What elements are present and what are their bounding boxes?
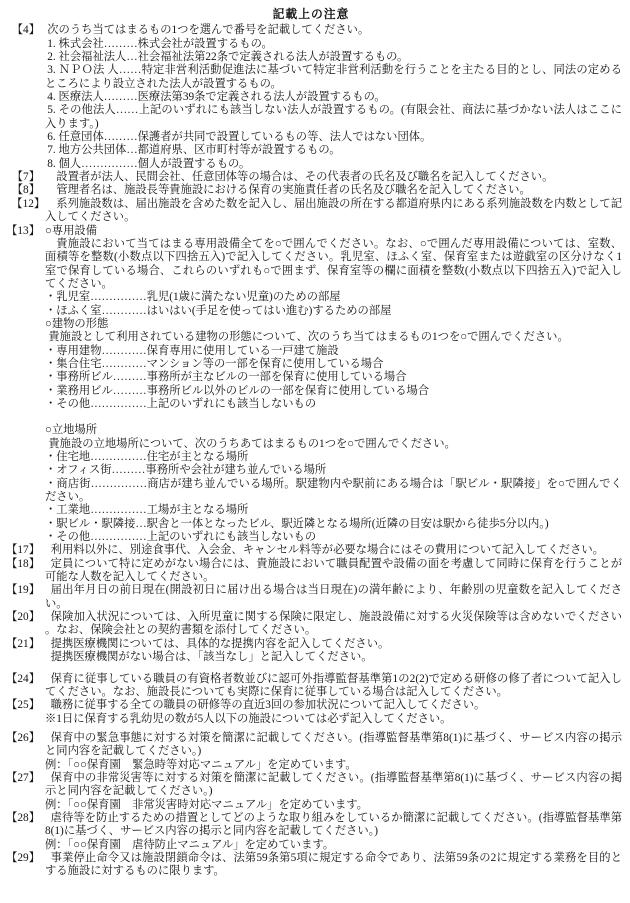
paragraph	[6, 699, 622, 712]
paragraph	[45, 799, 622, 812]
paragraph	[45, 464, 622, 477]
paragraph	[45, 64, 622, 91]
paragraph	[45, 518, 622, 531]
paragraph	[45, 398, 622, 411]
paragraph-text: 利用料以外に、別途食事代、入会金、キャンセル料等が必要な場合にはその費用について記入してください。	[50, 544, 604, 557]
paragraph-text: 3. ＮＰＯ法 人……特定非営利活動促進法に基づいて特定非営利活動を行うことを主たる目的とし、同法の定めるところにより設立された法人が設置するもの。	[45, 64, 622, 90]
item-number: 【13】	[6, 224, 40, 237]
paragraph-text: 例：「○○保育園 緊急時等対応マニュアル」を定めています。	[45, 758, 357, 771]
paragraph-text: 1. 株式会社………株式会社が設置するもの。	[47, 37, 273, 50]
paragraph	[45, 91, 622, 104]
paragraph	[45, 305, 622, 318]
paragraph	[45, 451, 622, 464]
paragraph	[6, 771, 622, 799]
paragraph-text: 貴施設として利用されている建物の形態について、次のうち当てはまるもの1つを○で囲んでください。	[48, 331, 569, 344]
paragraph-text: ・業務用ビル………事務所ビル以外のビルの一部を保育に使用している場合	[45, 384, 430, 397]
paragraph	[45, 839, 622, 852]
item-number: 【8】	[11, 184, 40, 197]
paragraph	[6, 731, 622, 759]
paragraph-text: 系列施設数は、届出施設を含めた数を記入し、届出施設の所在する都道府県内にある系列施設数を内数として記入してください。	[45, 197, 622, 224]
paragraph	[6, 811, 622, 839]
paragraph-text: 4. 医療法人………医療法第39条で定義される法人が設置するもの。	[47, 91, 386, 104]
paragraph	[45, 438, 622, 451]
paragraph	[45, 504, 622, 517]
paragraph-text: 設置者が法人、民間会社、任意団体等の場合は、その代表者の氏名及び職名を記入してください。	[56, 171, 554, 184]
paragraph	[45, 424, 622, 437]
item-number: 【18】	[6, 557, 40, 570]
paragraph	[11, 24, 622, 37]
paragraph	[45, 104, 622, 131]
paragraph-text: ○専用設備	[45, 224, 98, 237]
paragraph-text: ・その他……………上記のいずれにも該当しないもの	[45, 531, 317, 544]
paragraph	[6, 851, 622, 879]
paragraph-text: 管理者名は、施設長等貴施設における保育の実施責任者の氏名及び職名を記入してください。	[56, 184, 531, 197]
document-body	[6, 24, 622, 878]
paragraph	[6, 611, 622, 638]
paragraph-text: 8. 個人……………個人が設置するもの。	[47, 157, 251, 170]
paragraph	[6, 637, 622, 651]
paragraph	[6, 672, 622, 700]
paragraph	[6, 544, 622, 557]
item-number: 【27】	[6, 771, 40, 784]
paragraph-text: 次のうち当てはまるもの1つを選んで番号を記載してください。	[47, 24, 370, 37]
paragraph	[45, 238, 622, 291]
paragraph	[6, 224, 622, 238]
paragraph-text: 保険加入状況については、入所児童に関する保険に限定し、施設設備に対する火災保険等は含めないでください。なお、保険会社との契約書類を添付してください。	[45, 611, 622, 637]
paragraph-text: ・乳児室……………乳児(1歳に満たない児童)のための部屋	[45, 291, 341, 304]
paragraph	[45, 131, 622, 144]
paragraph-text: ・商店街……………商店が建ち並んでいる場所。駅建物内や駅前にある場合は「駅ビル・駅隣接」を○で囲んでください。	[45, 477, 622, 504]
paragraph	[45, 531, 622, 544]
paragraph-text: ・その他……………上記のいずれにも該当しないもの	[45, 397, 317, 410]
item-number: 【17】	[6, 544, 40, 557]
paragraph-text: 事業停止命令又は施設閉鎖命令は、法第59条第5項に規定する命令であり、法第59条の2に規定する業務を目的とする施設に対するものに限ります。	[45, 851, 622, 878]
paragraph	[45, 345, 622, 358]
paragraph-text: ・集合住宅…………マンション等の一部を保育に使用している場合	[45, 357, 384, 370]
paragraph	[45, 713, 622, 726]
item-number: 【20】	[6, 611, 40, 624]
item-number: 【7】	[11, 171, 40, 184]
paragraph-text: ○立地場所	[45, 424, 98, 437]
paragraph	[11, 197, 622, 225]
paragraph	[6, 584, 622, 611]
paragraph	[45, 358, 622, 371]
paragraph	[45, 759, 622, 772]
paragraph-text: 貴施設の立地場所について、次のうちあてはまるもの1つを○で囲んでください。	[48, 437, 456, 450]
paragraph	[45, 371, 622, 384]
paragraph-text: ・住宅地……………住宅が主となる場所	[45, 451, 249, 463]
paragraph-text: 提携医療機関については、具体的な提携内容を記入してください。	[50, 637, 390, 650]
paragraph-text: ・専用建物…………保育専用に使用している一戸建て施設	[45, 344, 339, 357]
paragraph-text: 提携医療機関がない場合は、「該当なし」と記入してください。	[50, 651, 373, 664]
paragraph-text: ○建物の形態	[45, 317, 109, 330]
item-number: 【24】	[6, 672, 40, 685]
paragraph-text: ・駅ビル・駅隣接…駅舎と一体となったビル、駅近隣となる場所(近隣の目安は駅から徒歩5分以内。)	[45, 517, 549, 530]
paragraph	[45, 291, 622, 304]
paragraph	[45, 318, 622, 331]
item-number: 【26】	[6, 731, 40, 744]
paragraph-text: 例：「○○保育園 虐待防止マニュアル」を定めています。	[45, 838, 335, 851]
paragraph-text: 保育に従事している職員の有資格者数並びに認可外指導監督基準第1の2(2)で定める研修の修了者について記入してください。なお、施設長についても実際に保育に従事している場合は記入してください。	[45, 672, 622, 698]
paragraph	[45, 51, 622, 64]
paragraph-text: 職務に従事する全ての職員の研修等の直近3回の参加状況について記入してください。	[50, 699, 486, 712]
item-number: 【25】	[6, 699, 40, 712]
paragraph	[11, 171, 622, 184]
paragraph	[45, 158, 622, 171]
item-number: 【19】	[6, 584, 40, 597]
paragraph	[45, 478, 622, 505]
paragraph-text: 貴施設において当てはまる専用設備全てを○で囲んでください。なお、○で囲んだ専用設備については、室数、面積等を整数(小数点以下四捨五入)で記入してください。乳児室、ほふく室、保育室または遊戯室の区分けなく1室で保育している場合、これらのいずれも○で囲まず、保育室等の欄に面積を整数(小数点以下四捨五入)で記入してください。	[45, 237, 622, 290]
paragraph-text: 7. 地方公共団体…都道府県、区市町村等が設置するもの。	[47, 144, 341, 157]
document-title: 記載上の注意	[272, 7, 350, 21]
paragraph-text: ・工業地……………工場が主となる場所	[45, 504, 249, 517]
paragraph-text: 定員について特に定めがない場合には、貴施設において職員配置や設備の面を考慮して同時に保育を行うことが可能な人数を記入してください。	[45, 557, 622, 584]
item-number: 【29】	[6, 851, 40, 864]
paragraph	[45, 38, 622, 51]
paragraph-text: 5. その他法人……上記のいずれにも該当しない法人が設置するもの。(有限会社、商法に基づかない法人はここに入ります。)	[45, 104, 622, 130]
item-number: 【4】	[11, 24, 40, 37]
paragraph	[11, 184, 622, 197]
paragraph-text: 例：「○○保育園 非常災害時対応マニュアル」を定めています。	[45, 798, 368, 811]
paragraph	[45, 385, 622, 398]
paragraph-text: 虐待等を防止するための措置としてどのような取り組みをしているか簡潔に記載してください。(指導監督基準第8(1)に基づく、サービス内容の掲示と同内容を記載してください。)	[45, 811, 622, 838]
paragraph-text: ・事務所ビル………事務所が主なビルの一部を保育に使用している場合	[45, 371, 407, 384]
paragraph-text: 2. 社会福祉法人…社会福祉法第22条で定義される法人が設置するもの。	[47, 51, 409, 64]
paragraph-text: ※1日に保育する乳幼児の数が5人以下の施設については必ず記入してください。	[45, 712, 452, 725]
paragraph	[45, 651, 622, 664]
paragraph	[45, 331, 622, 344]
paragraph	[45, 144, 622, 157]
item-number: 【12】	[11, 197, 46, 210]
paragraph-text: ・オフィス街………事務所や会社が建ち並んでいる場所	[45, 464, 327, 477]
item-number: 【28】	[6, 811, 40, 824]
paragraph-text: 6. 任意団体………保護者が共同で設置しているもの等、法人ではない団体。	[47, 131, 432, 144]
paragraph	[6, 557, 622, 585]
paragraph-text: 保育中の緊急事態に対する対策を簡潔に記載してください。(指導監督基準第8(1)に基づく、サービス内容の掲示と同内容を記載してください。)	[45, 731, 622, 758]
paragraph-text: 保育中の非常災害等に対する対策を簡潔に記載してください。(指導監督基準第8(1)に基づく、サービス内容の掲示と同内容を記載してください。)	[45, 771, 622, 798]
paragraph-text: 届出年月日の前日現在(開設初日に届け出る場合は当日現在)の満年齢により、年齢別の児童数を記入してください。	[45, 584, 622, 610]
paragraph-text: ・ほふく室…………はいはい(手足を使ってはい進む)するための部屋	[45, 304, 392, 317]
item-number: 【21】	[6, 637, 40, 650]
